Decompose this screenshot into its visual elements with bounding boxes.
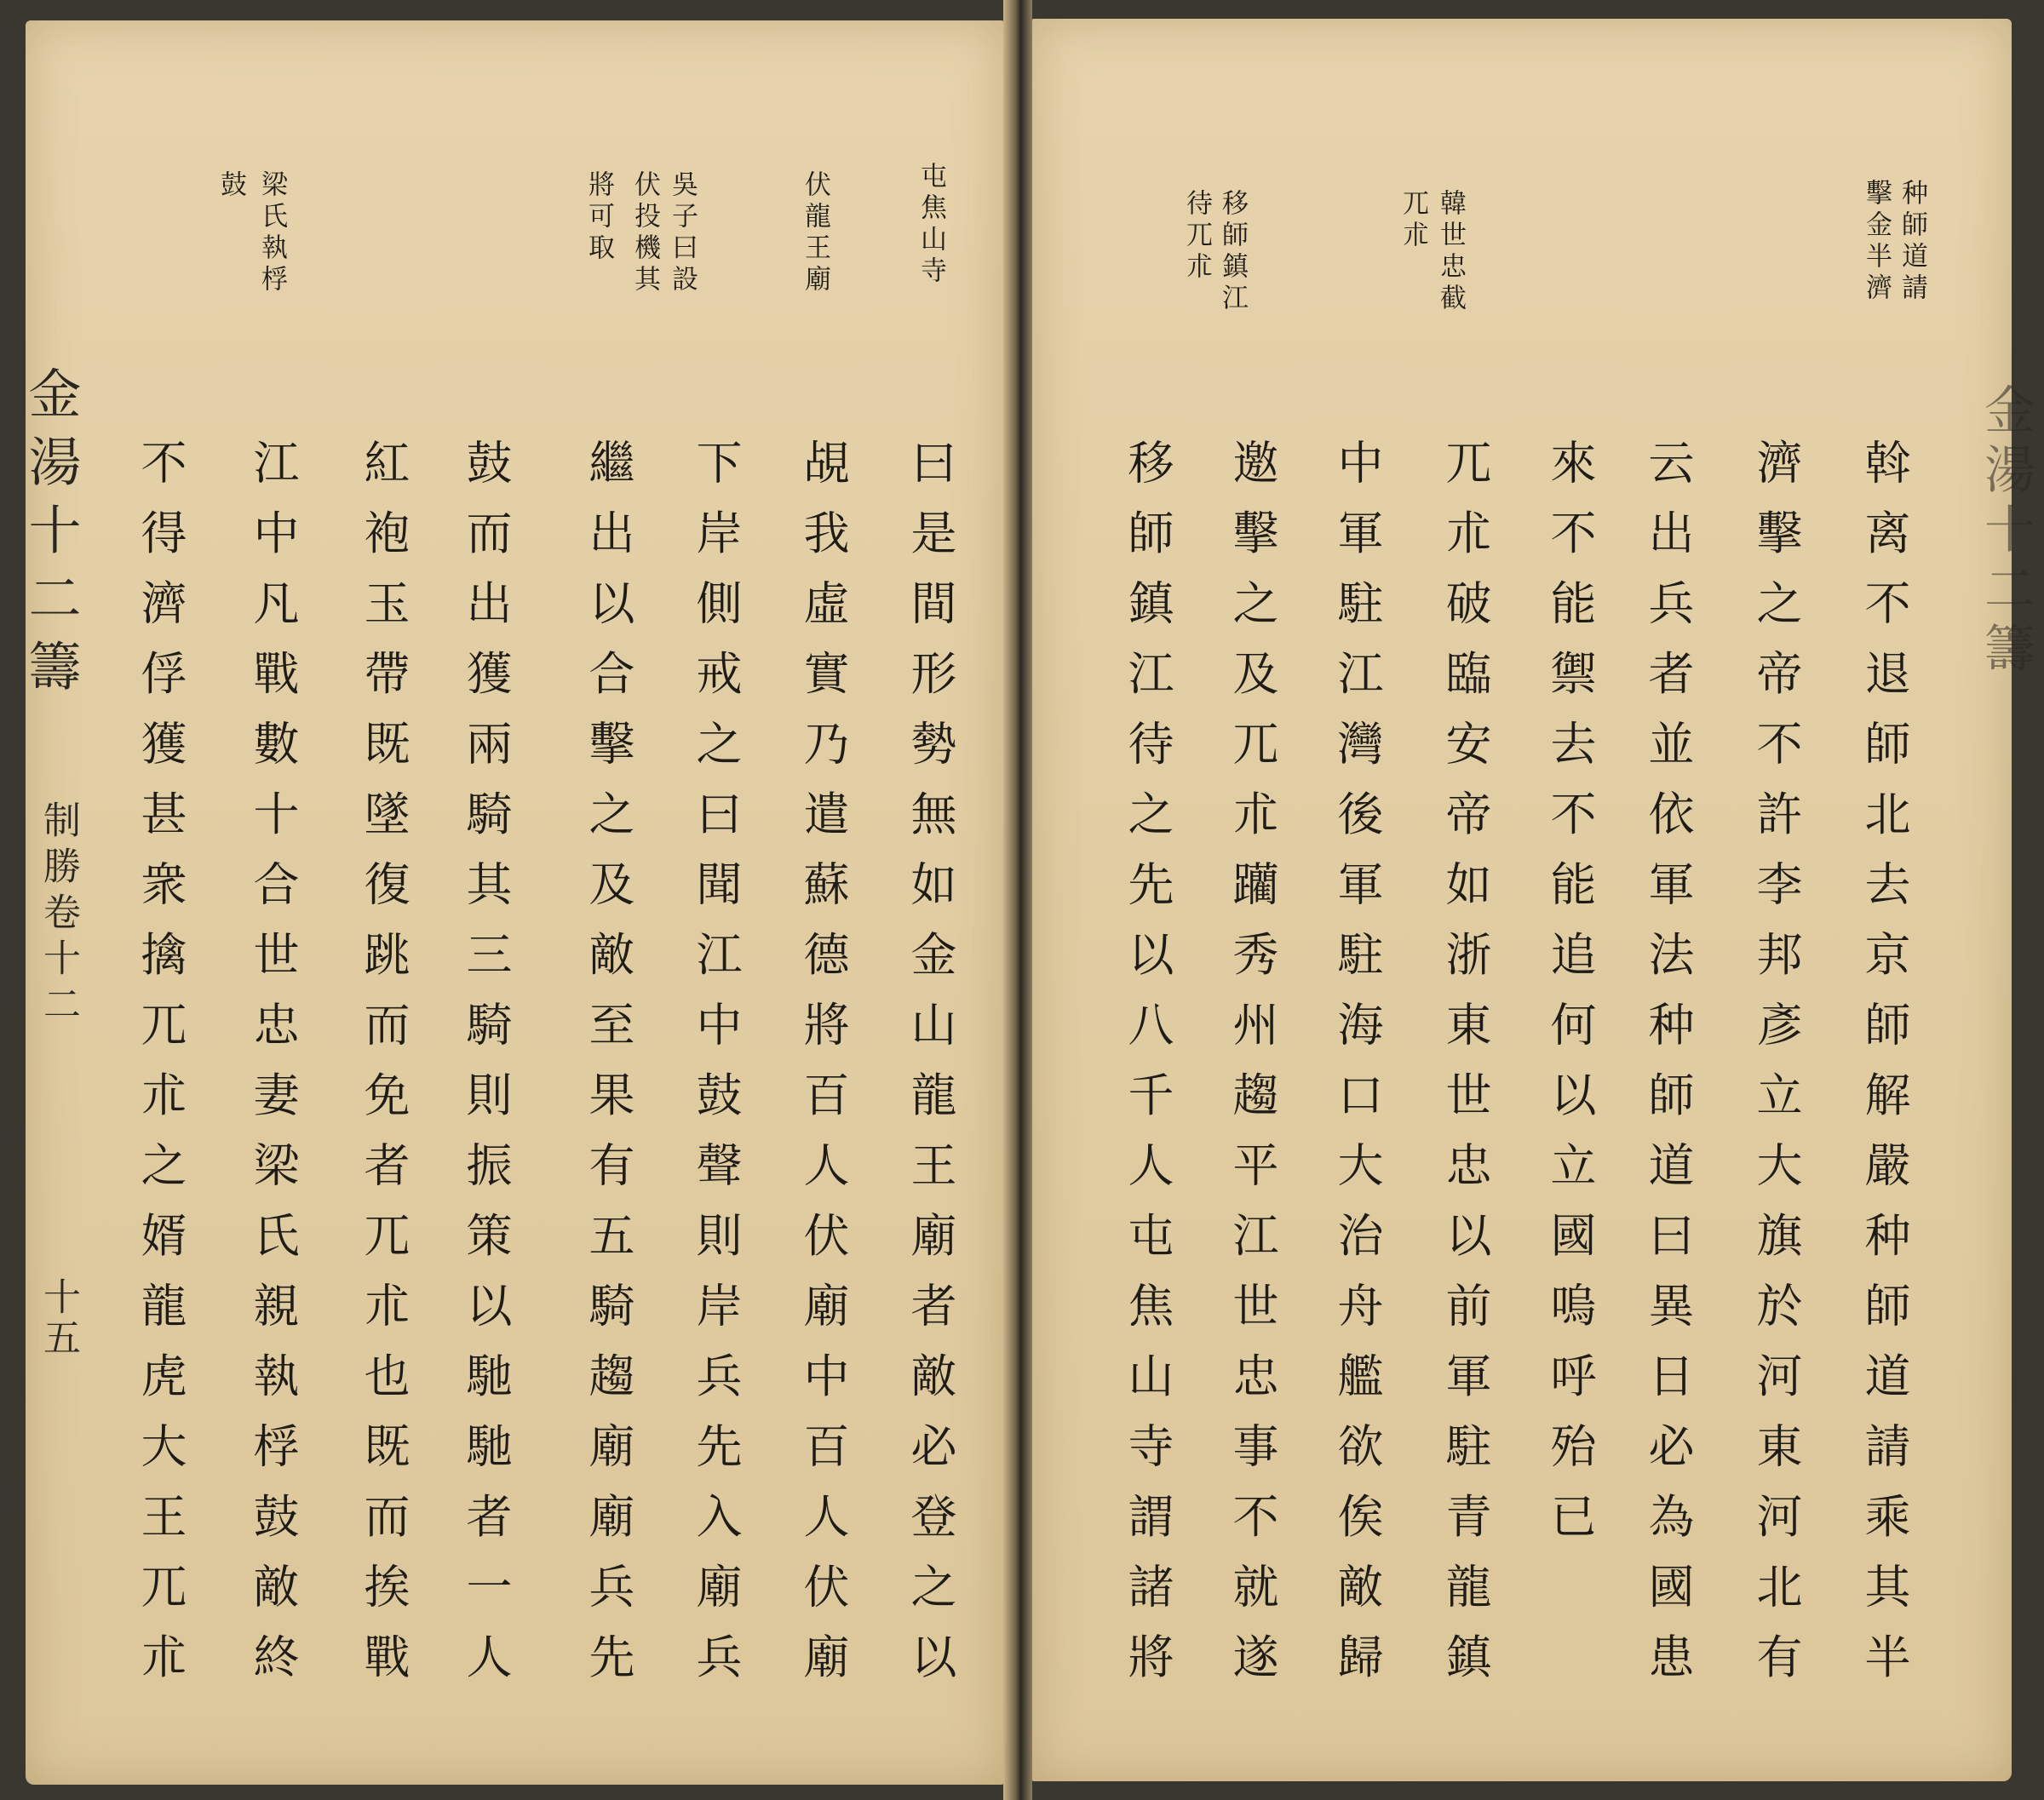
left-note-7: 鼓 — [215, 170, 246, 202]
left-text-column-2: 覘我虛實乃遣蘇德將百人伏廟中百人伏廟 — [796, 439, 850, 1703]
left-text-column-5: 鼓而出獲兩騎其三騎則振策以馳馳者一人 — [459, 439, 513, 1703]
left-margin-page-number: 十五 — [37, 1277, 80, 1359]
left-text-column-8: 不得濟俘獲甚衆擒兀朮之婿龍虎大王兀朮 — [134, 439, 187, 1703]
left-margin-section: 制勝卷十二 — [37, 800, 80, 1030]
right-note-3: 韓世忠截 — [1435, 189, 1466, 315]
left-note-2: 伏龍王廟 — [800, 170, 830, 296]
left-note-4: 伏投機其 — [629, 170, 660, 296]
right-text-column-7: 邀擊之及兀朮躪秀州趨平江世忠事不就遂 — [1226, 439, 1279, 1703]
right-note-6: 待兀朮 — [1181, 189, 1212, 284]
right-text-column-1: 斡离不退師北去京師解嚴种師道請乘其半 — [1857, 439, 1911, 1703]
left-note-6: 梁氏執桴 — [256, 170, 287, 296]
right-text-column-8: 移師鎮江待之先以八千人屯焦山寺謂諸將 — [1121, 439, 1174, 1703]
left-text-column-1: 曰是間形勢無如金山龍王廟者敵必登之以 — [904, 439, 957, 1703]
right-note-2: 擊金半濟 — [1861, 179, 1892, 305]
left-text-column-7: 江中凡戰數十合世忠妻梁氏親執桴鼓敵終 — [246, 439, 300, 1703]
right-text-column-2: 濟擊之帝不許李邦彥立大旗於河東河北有 — [1749, 439, 1803, 1703]
right-text-column-3: 云出兵者並依軍法种師道曰異日必為國患 — [1641, 439, 1695, 1703]
right-margin-title: 金湯十二籌 — [1976, 383, 2035, 681]
left-text-column-4: 繼出以合擊之及敵至果有五騎趨廟廟兵先 — [582, 439, 635, 1703]
left-margin-title: 金湯十二籌 — [20, 366, 82, 707]
left-text-column-6: 紅袍玉帶既墜復跳而免者兀朮也既而挨戰 — [357, 439, 411, 1703]
right-text-column-5: 兀朮破臨安帝如浙東世忠以前軍駐青龍鎮 — [1438, 439, 1492, 1703]
left-note-1: 屯焦山寺 — [916, 162, 946, 288]
book-gutter — [1003, 0, 1032, 1800]
left-note-5: 將可取 — [583, 170, 614, 265]
right-note-1: 种師道請 — [1897, 179, 1927, 305]
right-text-column-4: 來不能禦去不能追何以立國嗚呼殆已 — [1543, 439, 1597, 1562]
left-text-column-3: 下岸側戒之曰聞江中鼓聲則岸兵先入廟兵 — [689, 439, 743, 1703]
right-note-4: 兀朮 — [1398, 189, 1428, 252]
right-text-column-6: 中軍駐江灣後軍駐海口大治舟艦欲俟敵歸 — [1330, 439, 1384, 1703]
left-note-3: 吳子曰設 — [667, 170, 698, 296]
right-note-5: 移師鎮江 — [1217, 189, 1248, 315]
